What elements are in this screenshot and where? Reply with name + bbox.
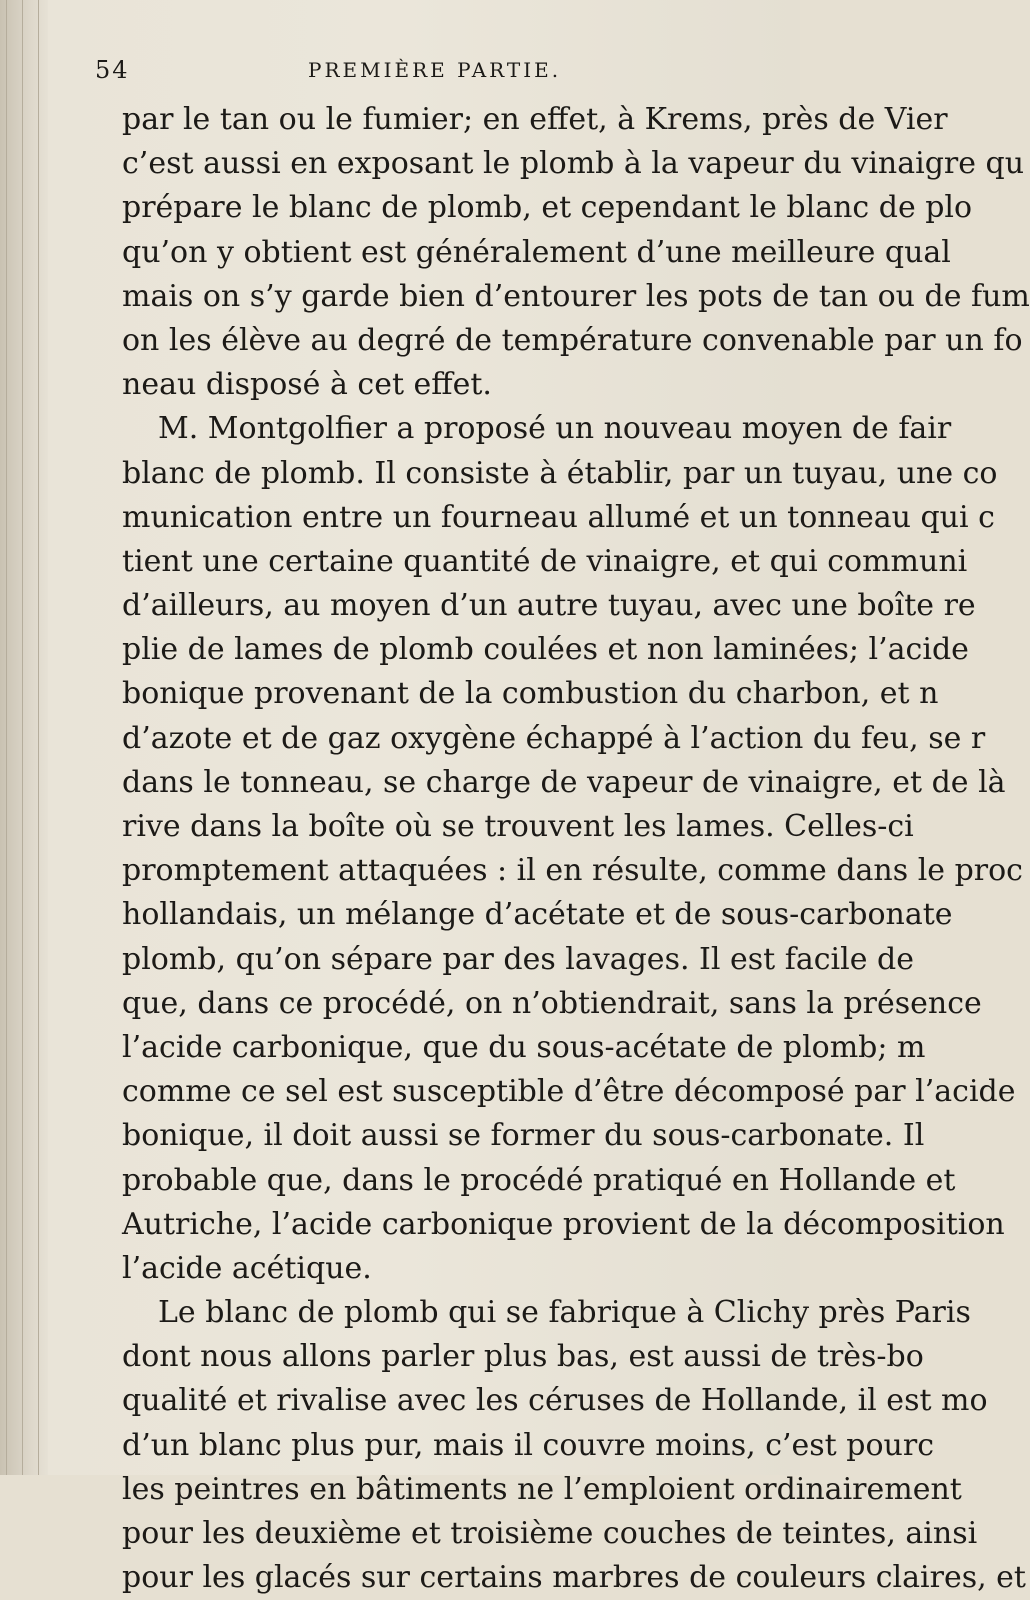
gutter-line [38, 0, 39, 1475]
gutter-line [6, 0, 7, 1475]
text-line: probable que, dans le procédé pratiqué en Hollande et [122, 1162, 956, 1198]
page-header [95, 56, 795, 86]
text-line: neau disposé à cet effet. [122, 367, 492, 403]
text-line: bonique, il doit aussi se former du sous-carbonate. Il [122, 1118, 925, 1154]
text-line: plomb, qu’on sépare par des lavages. Il est facile de [122, 941, 914, 977]
text-line: plie de lames de plomb coulées et non laminées; l’acide [122, 632, 969, 668]
text-line: munication entre un fourneau allumé et un tonneau qui c [122, 499, 995, 535]
text-line: on les élève au degré de température convenable par un fo [122, 322, 1023, 358]
gutter-line [22, 0, 23, 1475]
text-line: d’un blanc plus pur, mais il couvre moins, c’est pourc [122, 1427, 935, 1463]
text-line: M. Montgolfier a proposé un nouveau moyen de fair [158, 411, 952, 447]
binding-gutter [0, 0, 48, 1475]
text-line: dans le tonneau, se charge de vapeur de vinaigre, et de là [122, 764, 1006, 800]
text-line: hollandais, un mélange d’acétate et de sous-carbonate [122, 897, 953, 933]
page-number: 54 [95, 56, 130, 84]
text-line: l’acide carbonique, que du sous-acétate de plomb; m [122, 1029, 926, 1065]
text-line: prépare le blanc de plomb, et cependant le blanc de plo [122, 190, 973, 226]
text-line: qualité et rivalise avec les céruses de Hollande, il est mo [122, 1383, 988, 1419]
text-line: rive dans la boîte où se trouvent les lames. Celles-ci [122, 809, 914, 844]
text-line: d’ailleurs, au moyen d’un autre tuyau, avec une boîte re [122, 588, 976, 624]
text-line: d’azote et de gaz oxygène échappé à l’action du feu, se r [122, 720, 986, 756]
body-text [122, 98, 1030, 1596]
text-line: blanc de plomb. Il consiste à établir, par un tuyau, une co [122, 455, 998, 491]
text-line: qu’on y obtient est généralement d’une meilleure qual [122, 234, 951, 270]
text-line: mais on s’y garde bien d’entourer les pots de tan ou de fum [122, 278, 1030, 314]
text-line: pour les deuxième et troisième couches de teintes, ainsi [122, 1516, 978, 1551]
text-line: les peintres en bâtiments ne l’emploient ordinairement [122, 1471, 962, 1507]
text-line: comme ce sel est susceptible d’être décomposé par l’acide [122, 1074, 1016, 1110]
text-line: promptement attaquées : il en résulte, comme dans le proc [122, 853, 1023, 889]
text-line: pour les glacés sur certains marbres de couleurs claires, et [122, 1560, 1026, 1596]
text-line: dont nous allons parler plus bas, est aussi de très-bo [122, 1339, 924, 1375]
text-line: que, dans ce procédé, on n’obtiendrait, sans la présence [122, 985, 982, 1021]
text-line: l’acide acétique. [122, 1250, 372, 1286]
text-line: c’est aussi en exposant le plomb à la vapeur du vinaigre qu [122, 146, 1025, 182]
text-line: Le blanc de plomb qui se fabrique à Clichy près Paris [158, 1295, 971, 1331]
text-line: par le tan ou le fumier; en effet, à Krems, près de Vier [122, 102, 948, 137]
text-line: tient une certaine quantité de vinaigre, et qui communi [122, 543, 968, 579]
text-line: Autriche, l’acide carbonique provient de la décomposition [122, 1206, 1005, 1242]
text-line: bonique provenant de la combustion du charbon, et n [122, 676, 939, 712]
running-title: PREMIÈRE PARTIE. [308, 58, 562, 82]
